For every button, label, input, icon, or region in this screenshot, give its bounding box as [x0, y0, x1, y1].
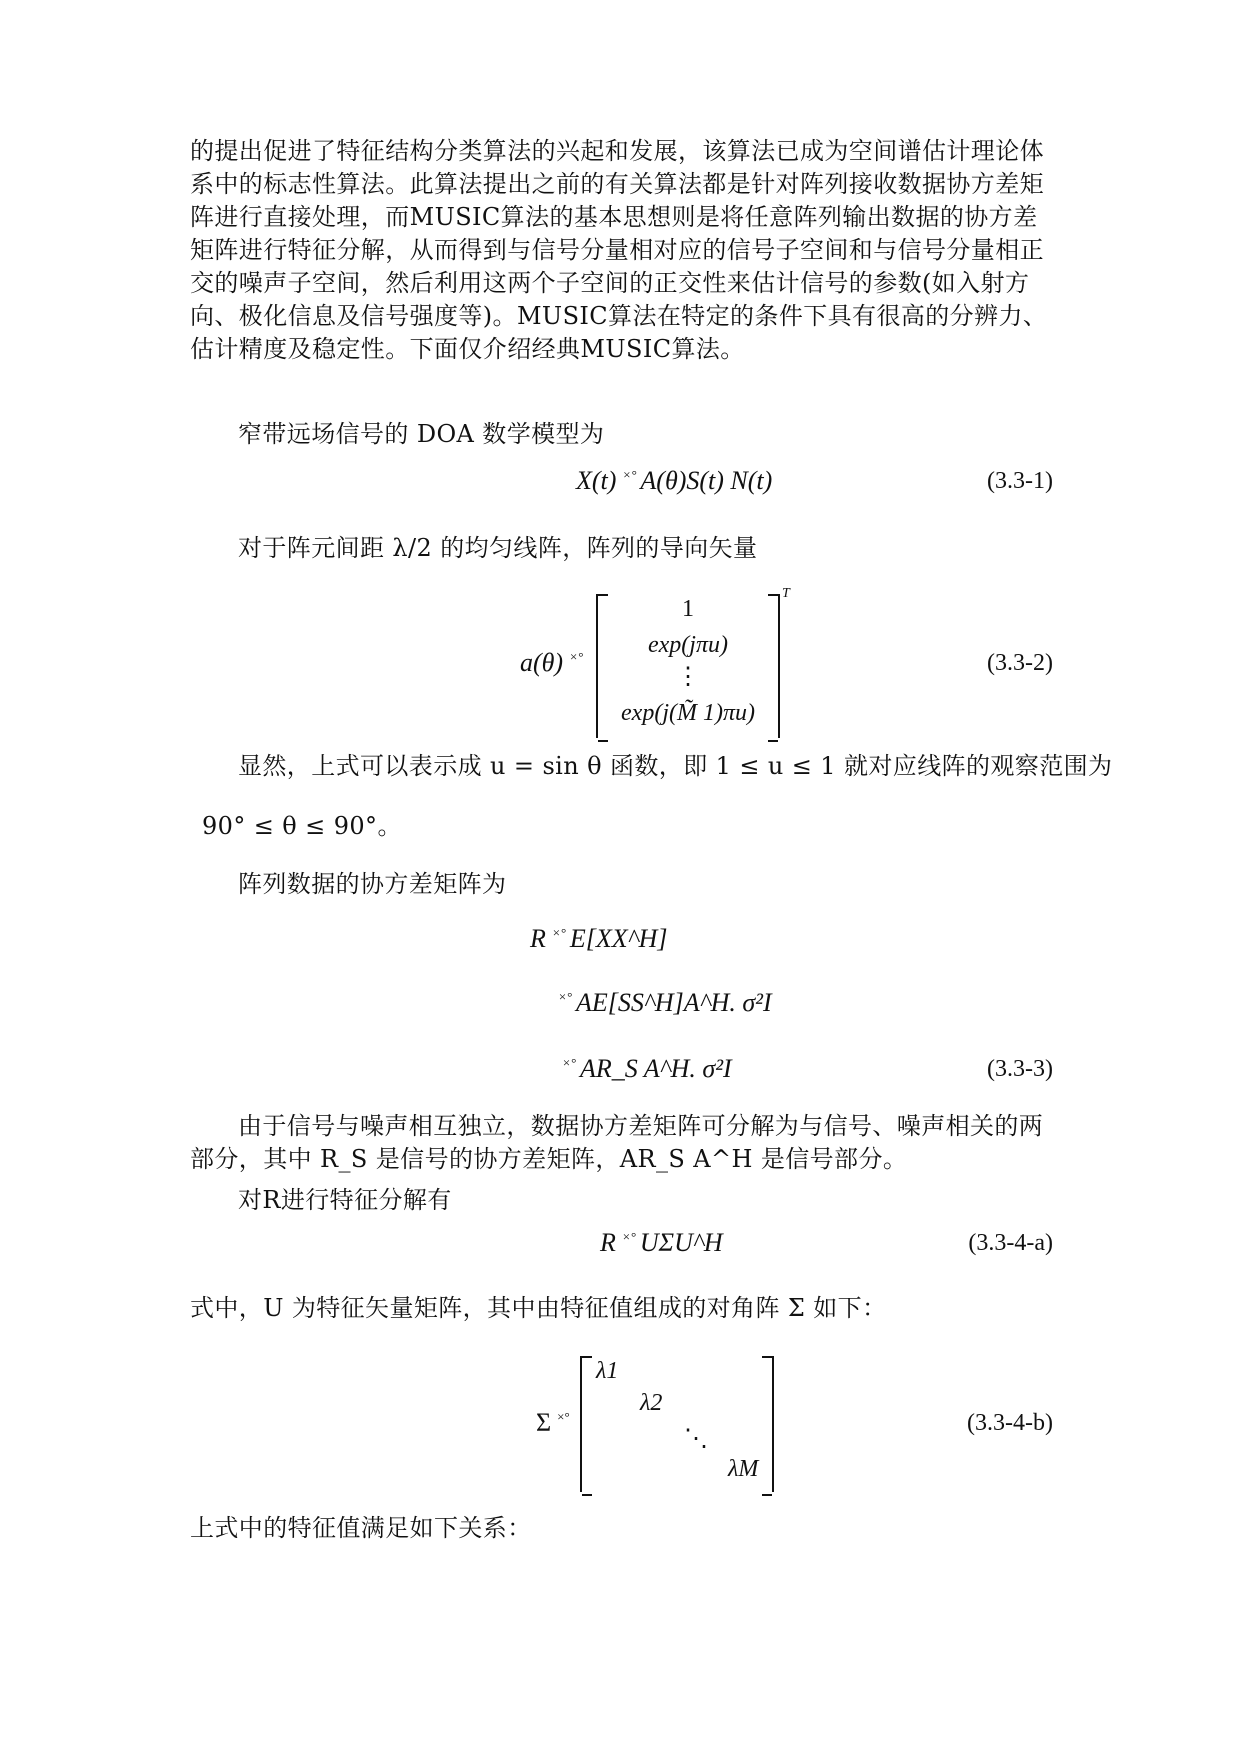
- eigen-decomposition-intro: [238, 1184, 1100, 1217]
- equation-lhs: X(t): [576, 466, 617, 495]
- text-line: 由于信号与噪声相互独立，数据协方差矩阵可分解为与信号、噪声相关的两: [238, 1112, 1044, 1140]
- equals-sign-glyph: ×°: [562, 1055, 576, 1070]
- eigenvalue-diagonal-matrix: [580, 1356, 774, 1492]
- intro-paragraph: [190, 135, 1052, 366]
- equals-sign-glyph: ×°: [622, 467, 637, 482]
- matrix-cell: λ2: [640, 1390, 663, 1416]
- eigenvalue-relation-text: [190, 1512, 1052, 1545]
- text-line: 对于阵元间距 λ/2 的均匀线阵，阵列的导向矢量: [238, 534, 758, 562]
- text-line: 向、极化信息及信号强度等)。MUSIC算法在特定的条件下具有很高的分辨力、: [190, 302, 1048, 330]
- equals-sign-glyph: ×°: [569, 649, 584, 664]
- text-line: 部分，其中 R_S 是信号的协方差矩阵，AR_S A^H 是信号部分。: [190, 1145, 908, 1173]
- text-line: 交的噪声子空间，然后利用这两个子空间的正交性来估计信号的参数(如入射方: [190, 269, 1030, 297]
- equation-number: (3.3-2): [987, 650, 1053, 676]
- steering-vector-text: [238, 532, 1100, 565]
- matrix-cell: λ1: [596, 1358, 619, 1384]
- equals-sign-glyph: ×°: [558, 989, 572, 1004]
- equation-lhs: R: [530, 924, 546, 953]
- equation-3-3-2-lhs: [520, 648, 587, 678]
- text-line: 90° ≤ θ ≤ 90°。: [202, 812, 402, 840]
- equation-rhs: UΣU^H: [639, 1228, 723, 1257]
- model-intro-text: [238, 418, 1100, 451]
- equation-number: (3.3-3): [987, 1056, 1053, 1082]
- equation-3-3-3-line1: [530, 924, 668, 954]
- covariance-intro-text: [238, 868, 1100, 901]
- equation-lhs: R: [600, 1228, 616, 1257]
- matrix-cell: λM: [728, 1456, 759, 1482]
- text-line: 式中，U 为特征矢量矩阵，其中由特征值组成的对角阵 Σ 如下：: [190, 1294, 887, 1322]
- equation-3-3-4-a: [600, 1228, 723, 1258]
- equation-number: (3.3-4-b): [967, 1410, 1053, 1436]
- text-line: 矩阵进行特征分解，从而得到与信号分量相对应的信号子空间和与信号分量相正: [190, 236, 1044, 264]
- text-line: 估计精度及稳定性。下面仅介绍经典MUSIC算法。: [190, 335, 745, 363]
- steering-vector-matrix: [596, 594, 780, 738]
- equation-rhs: E[XX^H]: [569, 924, 668, 953]
- text-line: 阵进行直接处理，而MUSIC算法的基本思想则是将任意阵列输出数据的协方差: [190, 203, 1038, 231]
- eigenvector-matrix-text: [190, 1292, 1052, 1325]
- equation-rhs: A(θ)S(t) N(t): [640, 466, 773, 495]
- equation-rhs: AE[SS^H]A^H. σ²I: [575, 988, 772, 1017]
- text-line: 上式中的特征值满足如下关系：: [190, 1514, 532, 1542]
- matrix-cell: 1: [682, 596, 694, 622]
- matrix-cell: ⋱: [684, 1426, 708, 1452]
- equation-rhs: AR_S A^H. σ²I: [579, 1054, 732, 1083]
- equation-3-3-1: [576, 466, 772, 496]
- transpose-superscript: T: [782, 586, 790, 601]
- text-line: 显然，上式可以表示成 u = sin θ 函数，即 1 ≤ u ≤ 1 就对应线阵的观察范围为: [238, 752, 1113, 780]
- equation-number: (3.3-4-a): [968, 1230, 1053, 1256]
- equation-lhs: Σ: [536, 1408, 552, 1437]
- text-line: 对R进行特征分解有: [238, 1186, 452, 1214]
- equation-3-3-3-line2: [552, 988, 772, 1018]
- equation-lhs: a(θ): [520, 648, 564, 677]
- matrix-cell: ⋮: [676, 664, 700, 690]
- equals-sign-glyph: ×°: [551, 925, 566, 940]
- equation-3-3-3-line3: [556, 1054, 732, 1084]
- text-line: 系中的标志性算法。此算法提出之前的有关算法都是针对阵列接收数据协方差矩: [190, 170, 1044, 198]
- observation-range-text-cont: [202, 810, 1064, 843]
- observation-range-text: [238, 750, 1113, 783]
- equals-sign-glyph: ×°: [557, 1409, 570, 1424]
- equation-3-3-4-b-lhs: [536, 1408, 574, 1438]
- matrix-cell: exp(j(M̃ 1)πu): [621, 700, 755, 726]
- equals-sign-glyph: ×°: [621, 1229, 636, 1244]
- matrix-cell: exp(jπu): [648, 632, 728, 658]
- text-line: 窄带远场信号的 DOA 数学模型为: [238, 420, 605, 448]
- text-line: 阵列数据的协方差矩阵为: [238, 870, 507, 898]
- text-line: 的提出促进了特征结构分类算法的兴起和发展，该算法已成为空间谱估计理论体: [190, 137, 1044, 165]
- equation-number: (3.3-1): [987, 468, 1053, 494]
- decomposition-text: [190, 1110, 1052, 1176]
